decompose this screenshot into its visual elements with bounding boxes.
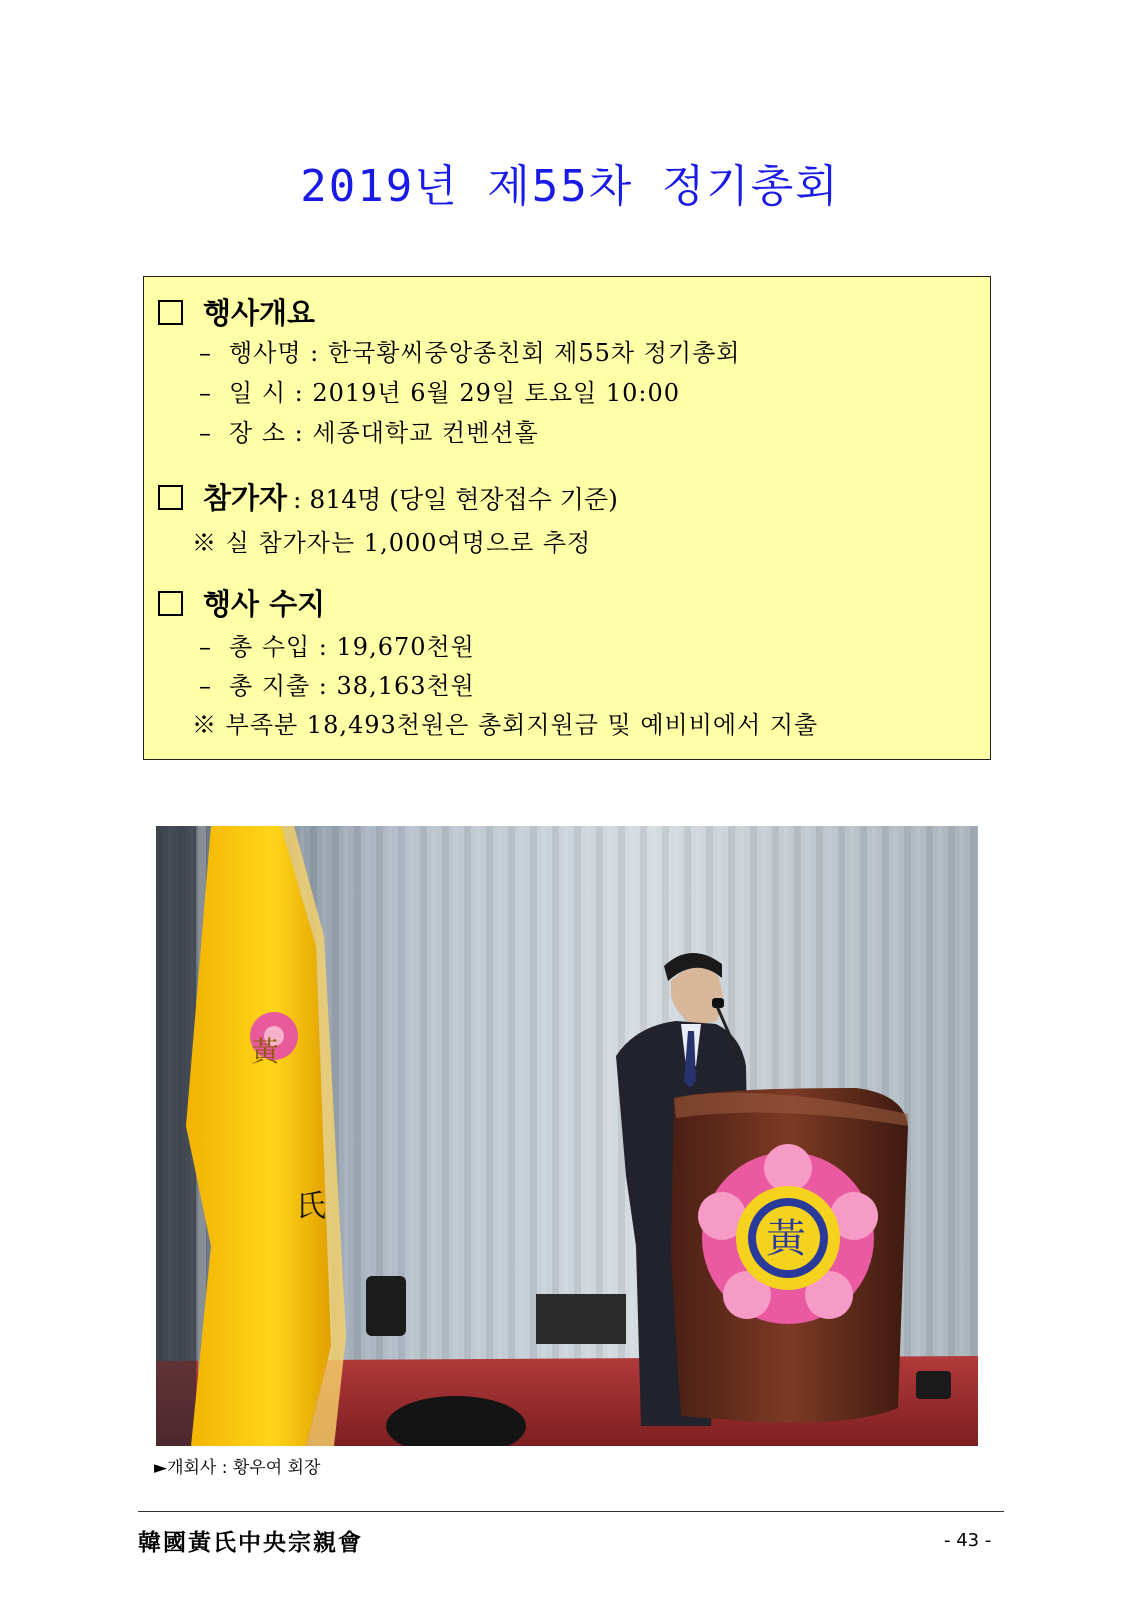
participants-note: ※ 실 참가자는 1,000여명으로 추정 <box>192 529 592 557</box>
participants-heading-text: 참가자 <box>203 481 288 515</box>
svg-text:黃: 黃 <box>766 1216 806 1262</box>
overview-item-text: 행사명 : 한국황씨중앙종친회 제55차 정기총회 <box>229 339 741 367</box>
section-overview-heading <box>158 291 315 332</box>
section-participants-heading <box>158 476 618 517</box>
finance-item-text: 총 수입 : 19,670천원 <box>229 633 475 661</box>
checkbox-square-icon <box>158 591 183 616</box>
checkbox-square-icon <box>158 300 183 325</box>
page-title: 2019년 제55차 정기총회 <box>300 161 840 212</box>
finance-item: – 총 지출 : 38,163천원 <box>199 672 475 700</box>
summary-box <box>143 276 991 760</box>
overview-heading-text: 행사개요 <box>203 296 316 330</box>
event-photo <box>156 826 978 1446</box>
svg-text:氏: 氏 <box>296 1189 326 1224</box>
photo-caption: ►개회사 : 황우여 회장 <box>154 1458 321 1478</box>
overview-item: – 일 시 : 2019년 6월 29일 토요일 10:00 <box>199 379 681 407</box>
overview-item: – 장 소 : 세종대학교 컨벤션홀 <box>199 419 539 447</box>
footer-divider <box>138 1511 1004 1512</box>
svg-text:黃: 黃 <box>251 1035 280 1068</box>
section-finance-heading <box>158 582 325 623</box>
finance-heading-text: 행사 수지 <box>203 587 326 621</box>
finance-item: – 총 수입 : 19,670천원 <box>199 633 475 661</box>
overview-item-text: 일 시 : 2019년 6월 29일 토요일 10:00 <box>229 379 681 407</box>
finance-item-text: 총 지출 : 38,163천원 <box>229 672 475 700</box>
speaker-at-podium-photo <box>156 826 978 1446</box>
page-number: - 43 - <box>944 1530 992 1551</box>
finance-note: ※ 부족분 18,493천원은 총회지원금 및 예비비에서 지출 <box>192 711 819 739</box>
overview-item: – 행사명 : 한국황씨중앙종친회 제55차 정기총회 <box>199 339 741 367</box>
overview-item-text: 장 소 : 세종대학교 컨벤션홀 <box>229 419 539 447</box>
checkbox-square-icon <box>158 485 183 510</box>
footer-organization: 韓國黃氏中央宗親會 <box>138 1529 363 1556</box>
participants-detail: : 814명 (당일 현장접수 기준) <box>293 485 618 514</box>
